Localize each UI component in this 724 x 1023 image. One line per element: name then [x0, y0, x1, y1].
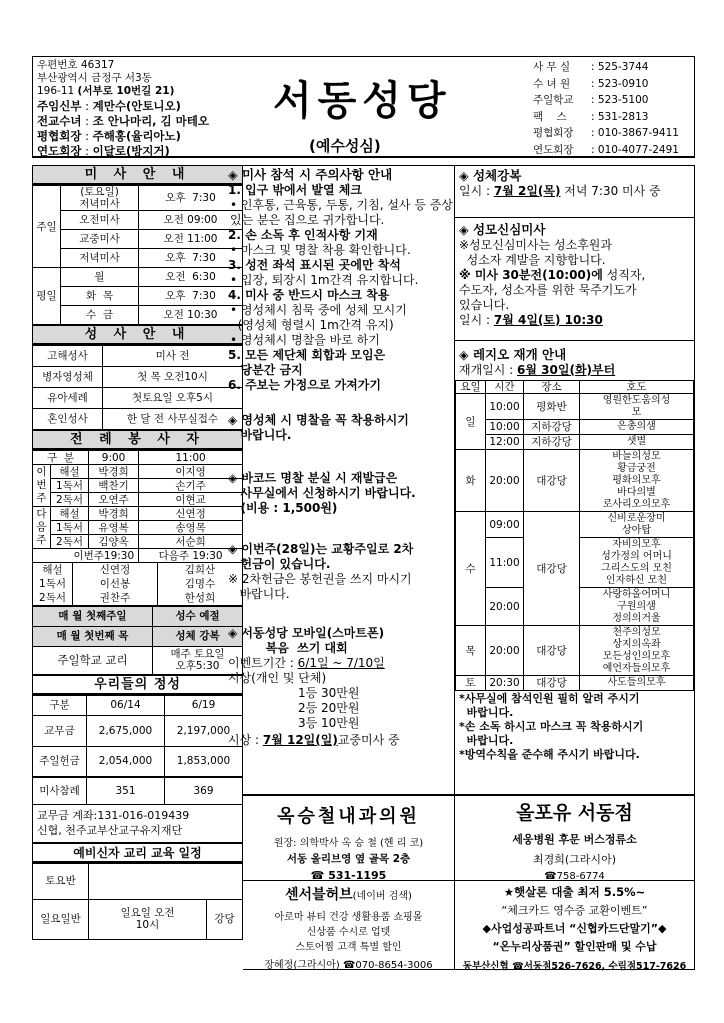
- sacraments-title: 성 사 안 내: [32, 325, 243, 345]
- server-role: 2독서: [51, 535, 89, 549]
- contact-entry: 사 무 실 : 525-3744: [533, 61, 649, 73]
- herb-ad: [243, 881, 455, 970]
- legio-footnotes: [455, 691, 694, 763]
- notice-heading: 6. 주보는 가정으로 가져가기: [228, 378, 381, 392]
- notice-content: [226, 167, 456, 748]
- cu-loan: ★햇살론 대출 최저 5.5%~: [503, 885, 646, 899]
- sunday-label: 주일: [33, 186, 61, 268]
- legio-time: 10:00: [486, 420, 524, 435]
- contest-period: 이벤트기간 : 6/1일 ~ 7/10일: [228, 656, 385, 670]
- address-line2: 196-11 (서부로 10번길 21): [37, 85, 175, 97]
- catechism-title: 예비신자 교리 교육 일정: [32, 843, 243, 863]
- mass-day: 월: [61, 268, 139, 287]
- sacrament-name: 유아세례: [33, 388, 103, 409]
- legio-time: 12:00: [486, 435, 524, 450]
- server-name: 오연주: [89, 493, 139, 507]
- staff-entry: 주임신부 : 계만수(안토니오): [37, 99, 181, 113]
- offering-head: 6/19: [165, 695, 243, 715]
- legio-day: 일: [456, 394, 486, 450]
- notice-heading: 1. 입구 밖에서 발열 체크: [228, 183, 362, 197]
- server-name: 백찬기: [89, 479, 139, 493]
- account-number: 교무금 계좌:131-016-019439: [37, 808, 190, 822]
- server-role: 해설: [51, 465, 89, 479]
- servers-head: 9:00: [89, 451, 139, 465]
- staff-entry: 연도회장 : 이달로(방지거): [37, 144, 170, 158]
- legio-place: 지하강당: [524, 435, 580, 450]
- monthly-value: 성수 예절: [153, 606, 243, 626]
- olfoyu-location: 세웅병원 후문 버스정류소: [512, 833, 637, 846]
- mass-name: 교중미사: [61, 230, 139, 249]
- offering-value: 2,054,000: [87, 746, 165, 777]
- people-list: [37, 99, 209, 159]
- attendance-value: 351: [87, 777, 165, 804]
- contest-title: ◈ 서동성당 모바일(스마트폰) 복음 쓰기 대회: [228, 626, 385, 655]
- catechism-sunday-place: 강당: [207, 899, 243, 939]
- account-box: [32, 805, 243, 843]
- sacred-heart-desc: ※성모신심미사는 성소후원과 성소자 계발을 지향합니다.: [459, 238, 612, 267]
- header: [32, 56, 695, 158]
- legio-head: 요일: [456, 381, 486, 394]
- server-name: 김양옥: [89, 535, 139, 549]
- offering-value: 2,675,000: [87, 715, 165, 746]
- servers-evening-table: [32, 563, 243, 606]
- offering-label: 교무금: [33, 715, 87, 746]
- servers-evening-head: 다음주 19:30: [139, 549, 243, 563]
- server-name: 신연정: [73, 563, 158, 577]
- attendance-label: 미사참례: [33, 777, 87, 804]
- catechism-table: [32, 863, 243, 940]
- offering-head: 구분: [33, 695, 87, 715]
- sacrament-name: 고해성사: [33, 346, 103, 367]
- weekday-label: 평일: [33, 268, 61, 325]
- page-subtitle: (예수성심): [309, 137, 381, 155]
- legio-praesidium: 자비의모후 성가정의 어머니 그리스도의 모친 인자하신 모친: [580, 538, 694, 588]
- sacrament-time: 첫 목 오전10시: [103, 367, 243, 388]
- sacraments-table: [32, 345, 243, 430]
- legio-time: 11:00: [486, 538, 524, 588]
- notice-title: ◈ 미사 참석 시 주의사항 안내: [228, 167, 393, 182]
- server-name: 김명수: [158, 577, 243, 591]
- sacred-heart-title: ◈ 성모신심미사: [459, 222, 546, 237]
- herb-title: 센서블허브(네이버 검색): [285, 887, 412, 903]
- legio-place: 지하강당: [524, 420, 580, 435]
- legio-place: 대강당: [524, 512, 580, 626]
- server-role: 1독서: [33, 577, 73, 591]
- legio-time: 20:30: [486, 676, 524, 691]
- server-name: 손기주: [139, 479, 243, 493]
- notice-detail: • 영성체시 명찰을 바로 하기: [230, 333, 380, 347]
- catechism-saturday: 토요반: [33, 863, 89, 899]
- cu-card: ◆사업성공파트너 “신협카드단말기”◆: [482, 922, 667, 935]
- contest-award: 시상 : 7월 12일(일)교중미사 중: [228, 733, 400, 747]
- server-role: 해설: [51, 507, 89, 521]
- monthly-table: [32, 606, 243, 675]
- legio-praesidium: 샛별: [580, 435, 694, 450]
- servers-head: 구 분: [33, 451, 89, 465]
- legio-place: 평화반: [524, 394, 580, 420]
- mass-name: (토요일) 저녁미사: [61, 186, 139, 211]
- notice-heading: 2. 손 소독 후 인적사항 기재: [228, 228, 378, 242]
- legio-time: 20:00: [486, 450, 524, 512]
- clinic-director: 원장: 의학박사 옥 승 철 (헨 리 코): [273, 838, 424, 849]
- olfoyu-ad: [455, 795, 695, 881]
- mass-table: [32, 185, 243, 325]
- corpus-time: 일시 : 7월 2일(목) 저녁 7:30 미사 중: [459, 184, 661, 198]
- server-name: 한성희: [158, 591, 243, 605]
- legio-praesidium: 은총의샘: [580, 420, 694, 435]
- offering-table: [32, 695, 243, 805]
- server-role: 1독서: [51, 521, 89, 535]
- notice-detail: • 영성체시 침묵 중에 성체 모시기: [230, 303, 407, 317]
- legio-praesidium: 영원한도움의성 모: [580, 394, 694, 420]
- mass-time: 오전 11:00: [139, 230, 243, 249]
- sacrament-time: 첫토요일 오후5시: [103, 388, 243, 409]
- legio-head: 호도: [580, 381, 694, 394]
- second-collection-note: ※ 2차헌금은 봉헌권을 쓰지 마시기 바랍니다.: [228, 572, 412, 601]
- next-week-label: 다 음 주: [33, 507, 51, 549]
- corpus-title: ◈ 성체강복: [459, 168, 522, 183]
- sacrament-time: 한 달 전 사무실접수: [103, 409, 243, 430]
- contest-prize: 2등 20만원: [298, 701, 360, 715]
- legio-praesidium: 사도들의모후: [580, 676, 694, 691]
- footnote: *사무실에 참석인원 필히 알려 주시기 바랍니다.: [459, 692, 640, 719]
- legio-title: ◈ 레지오 재개 안내: [459, 347, 567, 362]
- legio-praesidium: 사랑하올어머니 구원의샘 정의의거울: [580, 588, 694, 626]
- legio-day: 목: [456, 626, 486, 676]
- legio-time: 20:00: [486, 588, 524, 626]
- mass-time: 오전 10:30: [139, 306, 243, 325]
- sacred-heart-time: 일시 : 7월 4일(토) 10:30: [459, 313, 603, 327]
- herb-desc: 스토어찜 고객 특별 할인: [295, 942, 402, 953]
- server-name: 서순희: [139, 535, 243, 549]
- notice-heading: 4. 미사 중 반드시 마스크 착용: [228, 288, 390, 302]
- sunday-school-label: 주일학교 교리: [33, 646, 153, 674]
- clinic-ad: [243, 795, 455, 881]
- notice-items: [228, 183, 456, 393]
- legio-table: [455, 380, 694, 691]
- barcode-notice: ◈ 바코드 명찰 분실 시 재발급은 사무실에서 신청하시기 바랍니다. (비용 : 1,500원): [228, 471, 416, 515]
- sacrament-time: 미사 전: [103, 346, 243, 367]
- server-role: 해설: [33, 563, 73, 577]
- account-bank: 신협, 천주교부산교구유지재단: [37, 823, 183, 837]
- mass-day: 수 금: [61, 306, 139, 325]
- credit-union-ad: [455, 881, 695, 970]
- legio-place: 대강당: [524, 676, 580, 691]
- second-collection-notice: ◈ 이번주(28일)는 교황주일로 2차 헌금이 있습니다.: [228, 542, 414, 571]
- this-week-label: 이 번 주: [33, 465, 51, 507]
- clinic-name: 옥승철내과의원: [277, 806, 420, 827]
- page-title: 서동성당: [273, 78, 452, 124]
- notice-detail: (영성체 형렬시 1m간격 유지): [230, 318, 394, 332]
- server-name: 권찬주: [73, 591, 158, 605]
- servers-title: 전 례 봉 사 자: [32, 430, 243, 450]
- herb-desc: 신상품 수시로 업뎃: [306, 927, 391, 938]
- mass-day: 화 목: [61, 287, 139, 306]
- legio-head: 시간: [486, 381, 524, 394]
- mass-time: 오후 7:30: [139, 186, 243, 211]
- offering-label: 주일헌금: [33, 746, 87, 777]
- monthly-label: 매 월 첫째주일: [33, 606, 153, 626]
- servers-evening-head: 이번주19:30: [33, 549, 139, 563]
- mass-time: 오후 7:30: [139, 287, 243, 306]
- server-name: 김희산: [158, 563, 243, 577]
- server-name: 신연정: [139, 507, 243, 521]
- sacred-heart-rosary: ※ 미사 30분전(10:00)에 성직자, 수도자, 성소자를 위한 묵주기도가 있습니다.: [459, 268, 646, 312]
- server-role: 2독서: [33, 591, 73, 605]
- catechism-sunday: 일요일반: [33, 899, 89, 939]
- legio-place: 대강당: [524, 626, 580, 676]
- server-role: 2독서: [51, 493, 89, 507]
- footnote: *방역수칙을 준수해 주시기 바랍니다.: [459, 748, 640, 761]
- legio-praesidium: 신비로운장미 상아탑: [580, 512, 694, 538]
- legio-day: 수: [456, 512, 486, 626]
- herb-desc: 아로마 뷰티 건강 생활용품 쇼핑몰: [274, 912, 423, 923]
- mass-time: 오전 6:30: [139, 268, 243, 287]
- nametag-notice: ◈ 영성체 시 명찰을 꼭 착용하시기 바랍니다.: [228, 413, 409, 442]
- notice-heading: 3. 성전 좌석 표시된 곳에만 착석: [228, 258, 401, 272]
- offering-head: 06/14: [87, 695, 165, 715]
- cu-voucher: “온누리상품권” 할인판매 및 수납: [492, 940, 657, 953]
- postal-code: 우편번호 46317: [37, 59, 115, 71]
- server-name: 송영목: [139, 521, 243, 535]
- legio-praesidium: 바늘의성모 황금궁전 평화의모후 바다의별 로사리오의모후: [580, 450, 694, 512]
- legio-day: 토: [456, 676, 486, 691]
- notice-detail: • 인후통, 근육통, 두통, 기침, 설사 등 증상 있는 분은 집으로 귀가합니다.: [230, 198, 457, 227]
- contact-entry: 수 녀 원 : 523-0910: [533, 77, 649, 90]
- olfoyu-phone: ☎758-6774: [544, 871, 605, 882]
- server-name: 이지영: [139, 465, 243, 479]
- cu-event: “체크카드 영수증 교환이벤트”: [501, 904, 648, 917]
- monthly-value: 성체 강복: [153, 626, 243, 646]
- clinic-location: 서동 올리브영 옆 골목 2층: [286, 853, 411, 865]
- address-line1: 부산광역시 금정구 서3동: [37, 72, 152, 84]
- legio-praesidium: 천주의성모 상지의옥좌 모든성인의모후 예언자들의모후: [580, 626, 694, 676]
- server-role: 1독서: [51, 479, 89, 493]
- cu-contact: 동부산신협 ☎서동점526-7626, 수림점517-7626: [462, 961, 687, 972]
- contest-prize: 1등 30만원: [298, 686, 360, 700]
- mass-name: 오전미사: [61, 211, 139, 230]
- footnote: *손 소독 하시고 마스크 꼭 착용하시기 바랍니다.: [459, 720, 644, 747]
- mass-section: [32, 165, 243, 940]
- legio-time: 10:00: [486, 394, 524, 420]
- notice-detail: • 입장, 퇴장시 1m간격 유지합니다.: [230, 273, 419, 287]
- contest-prize: 3등 10만원: [298, 716, 360, 730]
- notice-detail: • 마스크 및 명찰 착용 확인합니다.: [230, 243, 411, 257]
- mass-time: 오전 09:00: [139, 211, 243, 230]
- right-section: [455, 165, 695, 795]
- mass-title: 미 사 안 내: [32, 165, 243, 185]
- herb-contact: 장혜정(그라시아) ☎070-8654-3006: [264, 960, 433, 971]
- server-name: 박경희: [89, 465, 139, 479]
- legio-day: 화: [456, 450, 486, 512]
- legio-time: 09:00: [486, 512, 524, 538]
- legio-place: 대강당: [524, 450, 580, 512]
- olfoyu-name: 올포유 서동점: [516, 802, 633, 824]
- contact-entry: 평협회장 : 010-3867-9411: [533, 127, 679, 139]
- legio-date: 재개일시 : 6월 30일(화)부터: [459, 363, 616, 377]
- servers-table: [32, 450, 243, 563]
- contest-prize-label: 시상(개인 및 단체): [228, 671, 327, 685]
- olfoyu-owner: 최경희(그라시아): [533, 853, 616, 866]
- sacrament-name: 혼인성사: [33, 409, 103, 430]
- attendance-value: 369: [165, 777, 243, 804]
- server-name: 이현교: [139, 493, 243, 507]
- sunday-school-time: 매주 토요일 오후5:30: [153, 646, 243, 674]
- monthly-label: 매 월 첫번째 목: [33, 626, 153, 646]
- server-name: 이선봉: [73, 577, 158, 591]
- sacrament-name: 병자영성체: [33, 367, 103, 388]
- contact-list: [533, 59, 679, 158]
- mass-time: 오후 7:30: [139, 249, 243, 268]
- offering-value: 1,853,000: [165, 746, 243, 777]
- staff-entry: 전교수녀 : 조 안나마리, 김 마테오: [37, 114, 209, 128]
- contact-entry: 연도회장 : 010-4077-2491: [533, 143, 679, 156]
- offering-value: 2,197,000: [165, 715, 243, 746]
- offering-title: 우리들의 정성: [32, 675, 243, 695]
- clinic-phone: ☎ 531-1195: [310, 869, 387, 882]
- contact-entry: 주일학교 : 523-5100: [533, 94, 649, 106]
- staff-entry: 평협회장 : 주해홍(율리아노): [37, 129, 181, 143]
- contact-entry: 팩 스 : 531-2813: [533, 110, 649, 123]
- notice-heading: 5. 모든 제단체 회합과 모임은 당분간 금지: [228, 348, 386, 377]
- server-name: 박경희: [89, 507, 139, 521]
- server-name: 유영복: [89, 521, 139, 535]
- servers-head: 11:00: [139, 451, 243, 465]
- legio-time: 20:00: [486, 626, 524, 676]
- mass-name: 저녁미사: [61, 249, 139, 268]
- legio-head: 장소: [524, 381, 580, 394]
- catechism-sunday-time: 일요일 오전 10시: [89, 899, 207, 939]
